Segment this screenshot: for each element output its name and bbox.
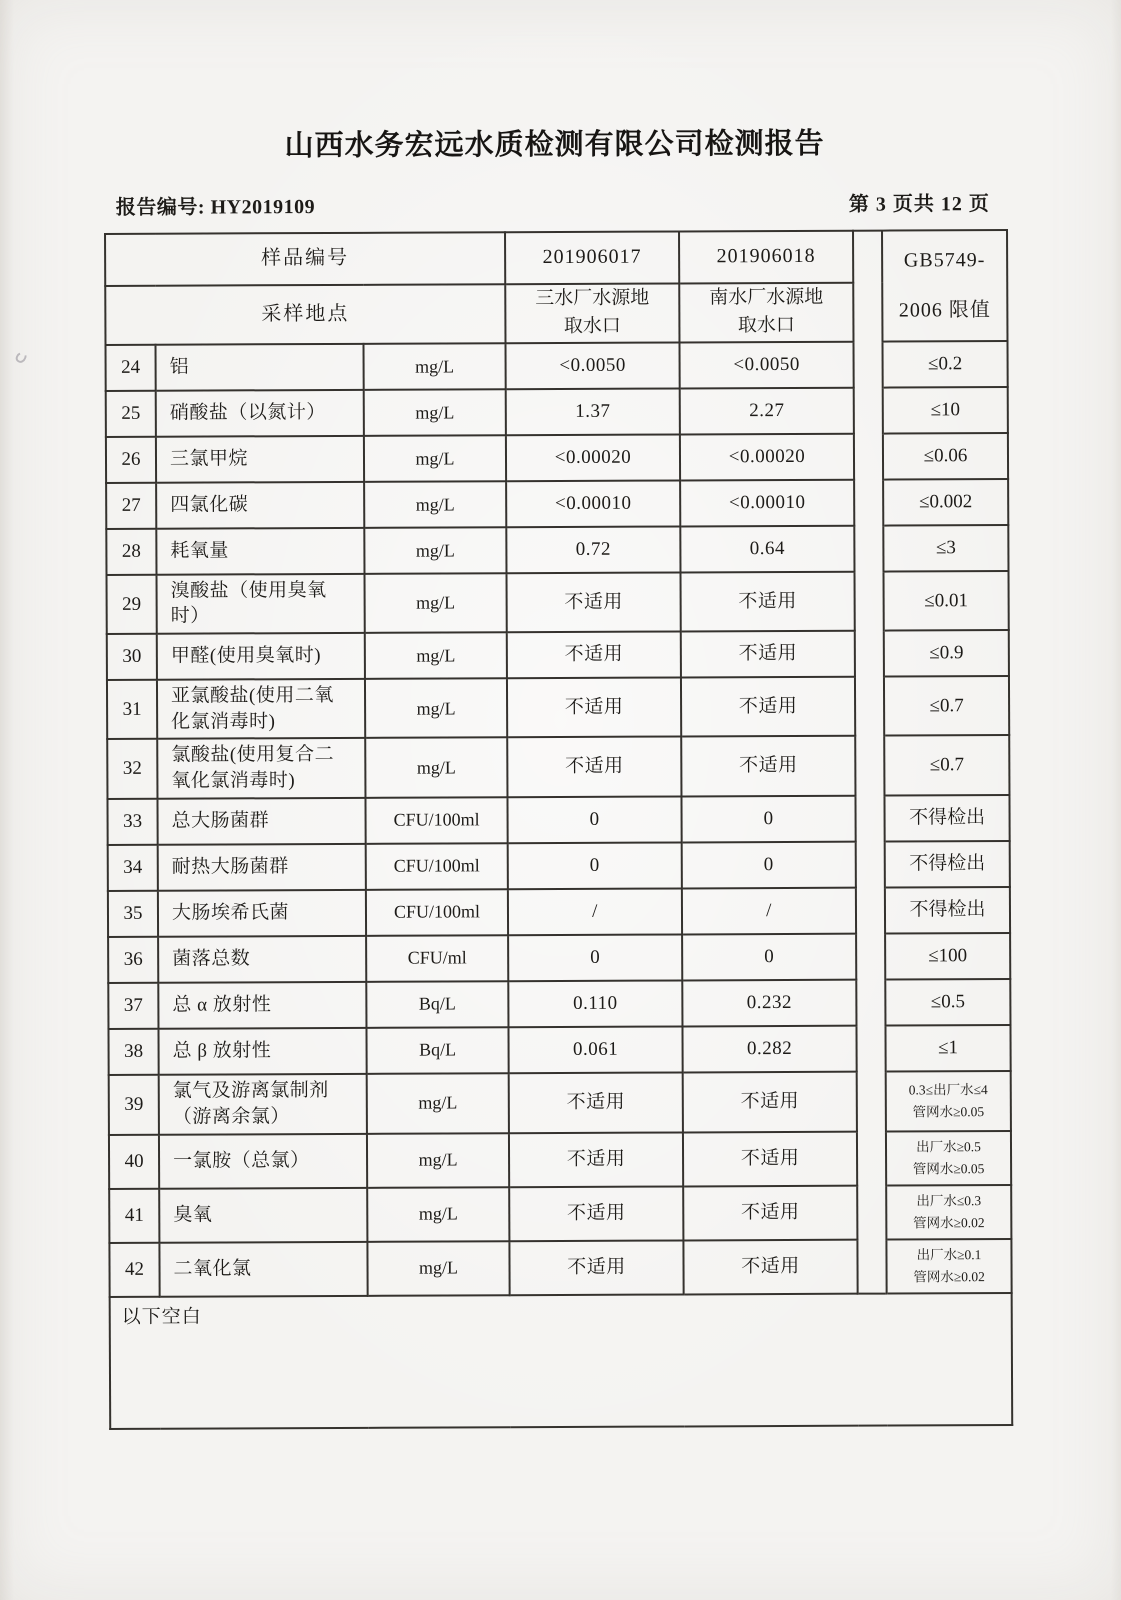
row-value-sample2: / (682, 887, 856, 934)
row-item-name (156, 390, 364, 437)
sample-2-site-cell: 南水厂水源地 取水口 (679, 282, 853, 342)
row-item-name (156, 528, 364, 575)
row-limit (885, 1025, 1010, 1072)
limit-value: ≤0.002 (919, 491, 973, 513)
report-meta-row (104, 187, 1006, 220)
row-item-name (159, 1241, 367, 1296)
spacer-column-cell (856, 841, 885, 887)
table-row (109, 1185, 1011, 1243)
limit-value: ≤0.7 (929, 754, 964, 776)
row-value-sample2: 0.64 (680, 525, 854, 572)
spacer-column-cell (853, 230, 882, 282)
row-limit (883, 479, 1008, 526)
row-number: 34 (108, 844, 158, 890)
table-row (107, 676, 1009, 739)
limit-value-line2: 管网水≥0.02 (913, 1268, 985, 1285)
row-item-name (158, 889, 366, 936)
spacer-column-cell (857, 1185, 886, 1239)
item-name-text: 总大肠菌群 (171, 810, 270, 832)
limit-value: 出厂水≥0.5 (916, 1139, 981, 1155)
row-limit (885, 841, 1010, 888)
row-unit: CFU/100ml (365, 797, 507, 844)
results-table (104, 229, 1013, 1430)
row-number: 33 (107, 798, 157, 844)
spacer-column-cell (854, 525, 883, 571)
row-value-sample1: 不适用 (507, 678, 681, 738)
row-number: 29 (107, 575, 157, 634)
limit-value: 不得检出 (909, 852, 986, 875)
spacer-column-cell (857, 1131, 886, 1185)
item-name-text: 氯酸盐(使用复合二 氧化氯消毒时) (171, 744, 335, 792)
row-limit (886, 1239, 1011, 1294)
row-limit (886, 1185, 1011, 1240)
row-unit: mg/L (364, 481, 506, 528)
limit-value: ≤10 (930, 399, 961, 421)
row-unit: mg/L (367, 1133, 509, 1188)
item-name-text: 溴酸盐（使用臭氧 时） (170, 579, 327, 628)
spacer-column-cell (854, 571, 883, 630)
spacer-column-cell (854, 479, 883, 525)
row-value-sample2: 0 (682, 933, 856, 980)
item-name-text: 铝 (169, 356, 190, 378)
row-limit (882, 341, 1007, 388)
table-row (106, 433, 1008, 483)
report-number-label: 报告编号: (115, 196, 211, 219)
row-value-sample2: 不适用 (683, 1239, 857, 1294)
limit-value: ≤0.06 (923, 445, 968, 467)
item-name-text: 硝酸盐（以氮计） (169, 401, 326, 424)
row-value-sample2: 不适用 (681, 631, 855, 678)
row-item-name (159, 1187, 367, 1242)
row-value-sample2: 0.232 (682, 979, 856, 1026)
row-unit: mg/L (365, 738, 507, 798)
table-row (106, 525, 1008, 575)
spacer-column-cell (854, 387, 883, 433)
row-value-sample2: 不适用 (681, 736, 855, 796)
row-value-sample1: 0.110 (508, 980, 682, 1027)
sampling-site-label-cell: 采样地点 (105, 284, 505, 345)
row-unit: mg/L (367, 1073, 509, 1134)
row-value-sample2: 0.282 (682, 1025, 856, 1072)
table-row (107, 630, 1009, 680)
row-value-sample1: 不适用 (506, 572, 680, 632)
table-row (106, 387, 1008, 437)
item-name-text: 耗氧量 (170, 540, 229, 562)
row-item-name (157, 797, 365, 844)
spacer-column-cell (857, 1071, 886, 1131)
row-item-name (157, 574, 365, 634)
limit-value: ≤0.7 (929, 695, 964, 717)
row-unit: mg/L (365, 678, 507, 738)
table-row (108, 979, 1010, 1029)
row-unit: CFU/ml (366, 935, 508, 982)
row-unit: CFU/100ml (366, 889, 508, 936)
row-value-sample1: 1.37 (506, 388, 680, 435)
row-value-sample2: 不适用 (683, 1071, 857, 1132)
row-number: 40 (109, 1134, 159, 1188)
table-row (108, 1025, 1010, 1075)
item-name-text: 四氯化碳 (170, 494, 249, 516)
row-limit (883, 571, 1008, 631)
report-number (116, 190, 315, 220)
header-row-sample-id (105, 230, 1007, 286)
row-item-name (157, 738, 365, 798)
row-unit: mg/L (364, 527, 506, 574)
row-value-sample2: <0.0050 (679, 341, 853, 388)
row-unit: CFU/100ml (366, 843, 508, 890)
row-value-sample1: 不适用 (509, 1072, 683, 1133)
row-limit (885, 887, 1010, 934)
row-limit (883, 387, 1008, 434)
spacer-column-cell (856, 979, 885, 1025)
spacer-column-cell (855, 736, 884, 795)
row-unit: mg/L (365, 632, 507, 679)
row-value-sample2: 不适用 (683, 1131, 857, 1186)
spacer-column-cell (856, 887, 885, 933)
row-item-name (155, 344, 363, 391)
row-item-name (158, 935, 366, 982)
limit-header-cell (882, 230, 1007, 342)
row-item-name (156, 482, 364, 529)
spacer-column-cell (855, 677, 884, 736)
row-value-sample1: 不适用 (509, 1132, 683, 1187)
row-limit (884, 795, 1009, 842)
spacer-column-cell (856, 933, 885, 979)
row-value-sample1: <0.0050 (505, 342, 679, 389)
limit-value: ≤0.9 (929, 642, 964, 664)
limit-value-line2: 管网水≥0.05 (912, 1160, 985, 1177)
limit-value: 出厂水≥0.1 (916, 1247, 982, 1263)
row-value-sample1: 0.061 (508, 1026, 682, 1073)
header-row-sampling-site (105, 282, 1007, 345)
row-value-sample1: / (508, 888, 682, 935)
item-name-text: 氯气及游离氯制剂 （游离余氯） (172, 1079, 329, 1128)
row-item-name (158, 981, 366, 1028)
row-unit: mg/L (367, 1187, 509, 1242)
row-value-sample1: 0.72 (506, 526, 680, 573)
row-item-name (157, 633, 365, 680)
row-value-sample1: 不适用 (507, 632, 681, 679)
sample-id-label-cell: 样品编号 (105, 232, 505, 286)
item-name-text: 亚氯酸盐(使用二氧 化氯消毒时) (170, 685, 334, 733)
spacer-column-cell (853, 282, 882, 341)
sample-2-id-cell: 201906018 (679, 230, 853, 283)
table-row (109, 1131, 1011, 1189)
limit-value: 出厂水≤0.3 (916, 1193, 982, 1209)
table-row (107, 571, 1009, 634)
row-number: 37 (108, 982, 158, 1028)
row-number: 31 (107, 680, 157, 739)
item-name-text: 臭氧 (173, 1204, 213, 1226)
item-name-text: 一氯胺（总氯） (173, 1149, 310, 1172)
row-unit: mg/L (365, 573, 507, 633)
table-row (107, 735, 1009, 798)
limit-standard-year: 2006 限值 (898, 299, 991, 322)
report-number-value: HY2019109 (210, 195, 316, 219)
item-name-text: 菌落总数 (172, 948, 251, 970)
spacer-column-cell (854, 433, 883, 479)
row-unit: Bq/L (366, 1027, 508, 1074)
table-row (109, 1239, 1011, 1297)
row-value-sample1: 0 (508, 842, 682, 889)
row-value-sample1: 不适用 (509, 1186, 683, 1241)
limit-value: ≤0.2 (927, 353, 963, 375)
blank-row (110, 1293, 1013, 1429)
row-number: 35 (108, 890, 158, 936)
limit-value-line2: 管网水≥0.02 (913, 1214, 985, 1231)
limit-value: ≤0.01 (924, 589, 969, 611)
row-number: 28 (106, 529, 156, 575)
spacer-column-cell (855, 631, 884, 677)
limit-value: ≤3 (935, 537, 956, 559)
row-number: 25 (106, 391, 156, 437)
row-unit: mg/L (364, 435, 506, 482)
item-name-text: 总 α 放射性 (172, 994, 272, 1016)
row-value-sample1: <0.00010 (506, 480, 680, 527)
row-limit (886, 1071, 1011, 1132)
item-name-text: 总 β 放射性 (172, 1040, 272, 1062)
limit-value: ≤1 (938, 1037, 959, 1059)
row-value-sample2: 不适用 (681, 677, 855, 737)
table-row (106, 341, 1008, 391)
table-row (106, 479, 1008, 529)
limit-value: ≤100 (928, 945, 968, 967)
spacer-column-cell (855, 795, 884, 841)
spacer-column-cell (853, 341, 882, 387)
item-name-text: 大肠埃希氏菌 (171, 901, 290, 924)
row-value-sample2: <0.00010 (680, 479, 854, 526)
row-number: 42 (109, 1242, 159, 1296)
spacer-column-cell (856, 1025, 885, 1071)
limit-standard-name: GB5749- (903, 249, 986, 272)
row-value-sample2: 0 (682, 841, 856, 888)
row-limit (885, 979, 1010, 1026)
item-name-text: 耐热大肠菌群 (171, 855, 289, 878)
spacer-column-cell (857, 1239, 886, 1293)
limit-value-line2: 管网水≥0.05 (912, 1103, 985, 1120)
row-number: 32 (107, 739, 157, 798)
row-item-name (158, 843, 366, 890)
row-value-sample1: 不适用 (507, 737, 681, 797)
row-item-name (159, 1073, 367, 1134)
report-content (103, 0, 1011, 1430)
sample-1-site-cell: 三水厂水源地 取水口 (505, 283, 679, 343)
results-table-body (105, 230, 1012, 1429)
row-value-sample2: 不适用 (680, 571, 854, 631)
row-value-sample1: 0 (508, 934, 682, 981)
row-limit (884, 735, 1009, 795)
row-number: 26 (106, 437, 156, 483)
row-value-sample2: 0 (681, 795, 855, 842)
row-value-sample2: 不适用 (683, 1185, 857, 1240)
row-limit (886, 1131, 1011, 1186)
item-name-text: 三氯甲烷 (169, 448, 249, 470)
table-row (108, 841, 1010, 891)
row-item-name (157, 679, 365, 739)
sample-1-id-cell: 201906017 (505, 231, 679, 284)
table-row (108, 933, 1010, 983)
below-blank-cell: 以下空白 (110, 1293, 1013, 1429)
row-value-sample1: 不适用 (509, 1240, 683, 1295)
row-number: 41 (109, 1188, 159, 1242)
page-title: 山西水务宏远水质检测有限公司检测报告 (284, 127, 825, 163)
table-row (108, 887, 1010, 937)
table-row (107, 795, 1009, 845)
row-unit: mg/L (364, 389, 506, 436)
row-value-sample1: <0.00020 (506, 434, 680, 481)
row-number: 30 (107, 634, 157, 680)
limit-value: 不得检出 (909, 806, 986, 829)
row-item-name (158, 1027, 366, 1074)
row-limit (884, 630, 1009, 677)
row-unit: Bq/L (366, 981, 508, 1028)
row-number: 38 (108, 1028, 158, 1074)
row-number: 27 (106, 483, 156, 529)
row-value-sample2: 2.27 (680, 387, 854, 434)
row-unit: mg/L (363, 343, 505, 390)
item-name-text: 甲醛(使用臭氧时) (170, 645, 322, 667)
row-limit (884, 676, 1009, 736)
row-limit (883, 433, 1008, 480)
row-number: 36 (108, 936, 158, 982)
row-limit (883, 525, 1008, 572)
row-item-name (159, 1133, 367, 1188)
item-name-text: 二氧化氯 (173, 1258, 252, 1280)
limit-value: 不得检出 (909, 898, 986, 921)
row-item-name (156, 436, 364, 483)
limit-value: ≤0.5 (930, 991, 966, 1013)
row-number: 39 (109, 1074, 159, 1134)
row-value-sample2: <0.00020 (680, 433, 854, 480)
row-unit: mg/L (367, 1241, 509, 1296)
table-row (109, 1071, 1011, 1135)
row-number: 24 (106, 345, 156, 391)
limit-value: 0.3≤出厂水≤4 (908, 1082, 988, 1098)
row-value-sample1: 0 (507, 796, 681, 843)
page-indicator: 第 3 页共 12 页 (848, 192, 990, 216)
row-limit (885, 933, 1010, 980)
scan-speck (14, 350, 28, 364)
